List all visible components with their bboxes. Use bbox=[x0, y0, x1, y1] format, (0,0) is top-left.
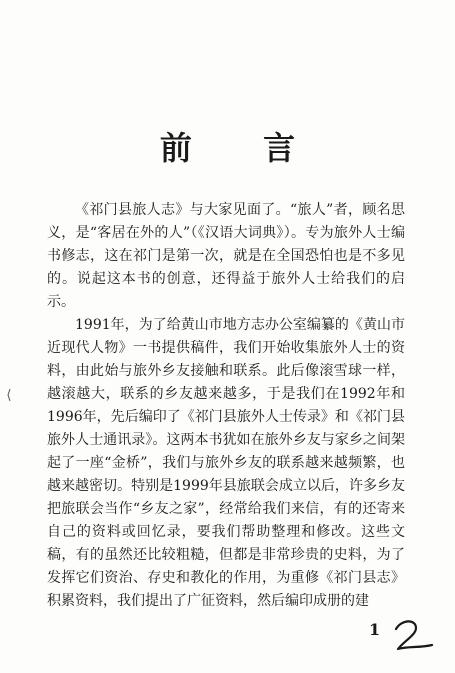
page-title: 前 言 bbox=[159, 129, 326, 167]
body-text bbox=[47, 199, 405, 613]
page-number: 1 bbox=[369, 620, 381, 639]
scan-artifact-mark bbox=[6, 388, 12, 402]
paragraph: 1991年，为了给黄山市地方志办公室编纂的《黄山市近现代人物》一书提供稿件，我们开始收集旅外人士的资料，由此始与旅外乡友接触和联系。此后像滚雪球一样，越滚越大，联系的乡友越来越多，于是我们在1992年和1996年，先后编印了《祁门县旅外人士传录》和《祁门县旅外人士通讯录》。这两本书犹如在旅外乡友与家乡之间架起了一座“金桥”，我们与旅外乡友的联系越来越频繁，也越来越密切。特别是1999年县旅联会成立以后，许多乡友把旅联会当作“乡友之家”，经常给我们来信，有的还寄来自己的资料或回忆录，要我们帮助整理和修改。这些文稿，有的虽然还比较粗糙，但都是非常珍贵的史料，为了发挥它们资治、存史和教化的作用，为重修《祁门县志》积累资料，我们提出了广征资料，然后编印成册的建 bbox=[47, 317, 405, 609]
paragraph: 《祁门县旅人志》与大家见面了。“旅人”者，顾名思义，是“客居在外的人”（《汉语大词典》）。专为旅外人士编书修志，这在祁门是第一次，就是在全国恐怕也是不多见的。说起这本书的创意，还得益于旅外人士给我们的启示。 bbox=[47, 202, 405, 310]
handwritten-number-mark bbox=[392, 615, 436, 655]
